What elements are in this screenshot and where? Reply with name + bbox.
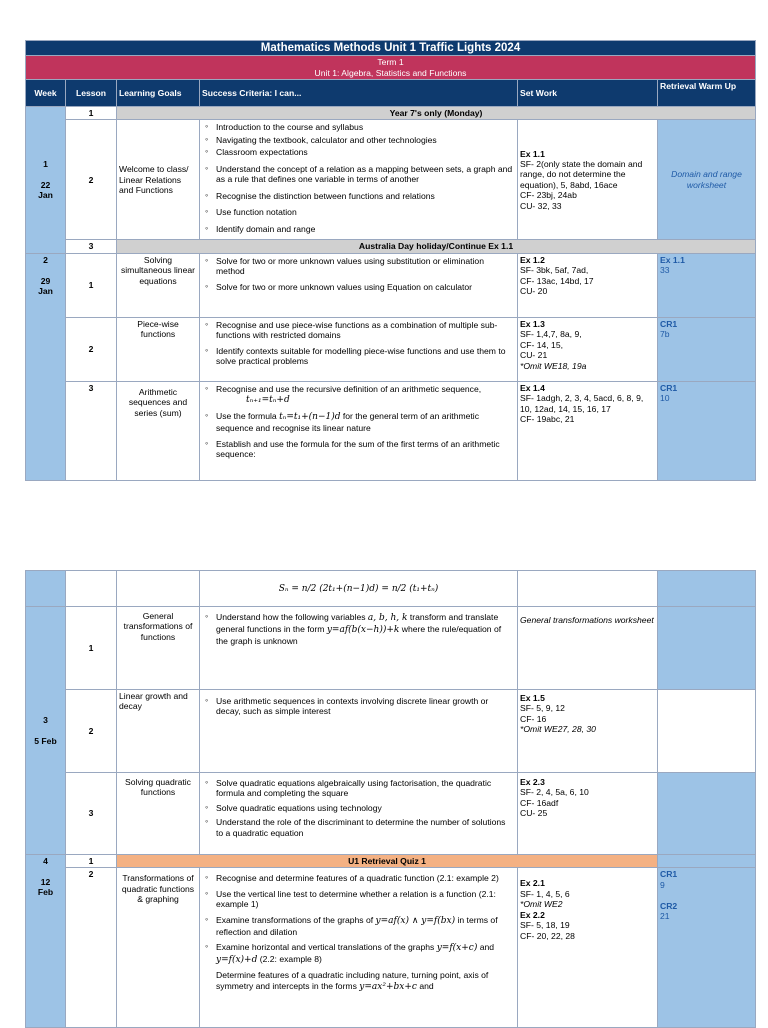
- set-work-line: CU- 20: [520, 286, 548, 297]
- criterion: ◦ Navigating the textbook, calculator and other technologies: [216, 135, 515, 145]
- success-criteria: [200, 253, 518, 317]
- retrieval-ref: CR1: [660, 318, 678, 329]
- lesson-number: 2: [66, 317, 117, 381]
- retrieval-ref: CR1: [660, 869, 678, 880]
- retrieval-ref: Ex 1.1: [660, 254, 685, 265]
- criterion-text: Determine features of a quadratic including nature, turning point, axis of symmetry and intercepts in the forms: [216, 970, 489, 991]
- lesson-number: 3: [66, 240, 117, 253]
- learning-goal: General transformations of functions: [117, 607, 200, 690]
- criterion: [216, 612, 515, 646]
- lesson-number: 2: [66, 120, 117, 240]
- lesson-number: 1: [66, 253, 117, 317]
- set-work-line: SF- 2(only state the domain and range, do not determine the equation), 5, 8abd, 16ace: [520, 159, 643, 190]
- criterion: [216, 942, 515, 966]
- week-month: Feb: [37, 887, 54, 898]
- criterion: ◦ Understand the concept of a relation as a mapping between sets, a graph and as a rule that defines one variable in terms of another: [216, 164, 515, 185]
- lesson-number: 1: [66, 855, 117, 868]
- week-4-cell: [26, 855, 66, 1028]
- retrieval-question: 10: [660, 393, 670, 404]
- criterion: [216, 915, 515, 937]
- retrieval-question: 7b: [660, 329, 670, 340]
- criterion: ◦ Solve for two or more unknown values using substitution or elimination method: [216, 256, 515, 277]
- banner-retrieval-quiz: U1 Retrieval Quiz 1: [117, 855, 658, 868]
- week-date: 22: [40, 179, 51, 190]
- set-work-line: CU- 32, 33: [520, 200, 562, 211]
- set-work-line: CF- 16: [520, 713, 547, 724]
- lesson-number: 1: [66, 106, 117, 119]
- retrieval-warmup: [658, 607, 756, 690]
- term-label: Term 1: [377, 57, 404, 68]
- header-lesson: Lesson: [66, 79, 117, 106]
- set-work-line: *Omit WE18, 19a: [520, 360, 587, 371]
- criterion: ◦ Establish and use the formula for the sum of the first terms of an arithmetic sequence:: [216, 439, 515, 460]
- header-success-criteria: Success Criteria: I can...: [200, 79, 518, 106]
- header-week: Week: [26, 79, 66, 106]
- retrieval-question: 9: [660, 879, 665, 890]
- criterion: ◦ Use the vertical line test to determine whether a relation is a function (2.1: example 1): [216, 889, 515, 910]
- exercise-ref: Ex 1.4: [520, 382, 545, 393]
- set-work: [518, 120, 658, 240]
- week-number: 4: [43, 856, 48, 866]
- criterion-text: where the rule/equation of the graph is unknown: [216, 623, 502, 646]
- translation-formula: y=f(x+c): [436, 943, 478, 954]
- lesson-number: 2: [66, 868, 117, 1028]
- criterion: ◦ Solve quadratic equations algebraically using factorisation, the quadratic formula and completing the square: [216, 778, 515, 799]
- lesson-number: 3: [66, 773, 117, 855]
- traffic-lights-table-term1: [25, 40, 756, 481]
- lesson-number: 2: [66, 690, 117, 773]
- criterion-text: and: [419, 980, 434, 991]
- retrieval-question: 21: [660, 911, 670, 922]
- term-banner: [26, 56, 756, 80]
- document-title: Mathematics Methods Unit 1 Traffic Lights 2024: [26, 41, 756, 56]
- success-criteria: [200, 607, 518, 690]
- header-set-work: Set Work: [518, 79, 658, 106]
- criterion-paragraph: [202, 970, 515, 992]
- lesson-number: 3: [66, 381, 117, 480]
- week-date: 12: [40, 876, 51, 887]
- success-criteria: [200, 381, 518, 480]
- set-work-line: CF- 14, 15,: [520, 339, 563, 350]
- criterion-text: for the general term of an arithmetic sequence and recognise its linear nature: [216, 411, 480, 434]
- set-work-line: CU- 21: [520, 350, 548, 361]
- week-3-cell: [26, 607, 66, 855]
- retrieval-warmup: [658, 253, 756, 317]
- set-work: General transformations worksheet: [518, 607, 658, 690]
- variables-formula: a, b, h, k: [367, 613, 408, 623]
- set-work-line: CF- 19abc, 21: [520, 414, 575, 425]
- week-number: 1: [43, 159, 48, 169]
- set-work: [518, 381, 658, 480]
- set-work-line: *Omit WE27, 28, 30: [520, 724, 596, 735]
- traffic-lights-table-continued: [25, 570, 756, 1028]
- set-work-line: SF- 3bk, 5af, 7ad,: [520, 265, 589, 276]
- lesson-number: 1: [66, 607, 117, 690]
- success-criteria: [200, 868, 518, 1028]
- week-1-cell: [26, 106, 66, 253]
- learning-goal: Solving simultaneous linear equations: [117, 253, 200, 317]
- criterion: ◦ Recognise the distinction between functions and relations: [216, 191, 515, 201]
- criterion-text: and: [479, 942, 495, 953]
- retrieval-ref: CR1: [660, 382, 678, 393]
- criterion-text: Examine transformations of the graphs of: [216, 914, 374, 925]
- learning-goal: Linear growth and decay: [117, 690, 200, 773]
- retrieval-warmup: [658, 690, 756, 773]
- criterion: ◦ Recognise and determine features of a quadratic function (2.1: example 2): [216, 873, 515, 883]
- success-criteria: [200, 120, 518, 240]
- goal-continued-cell: [117, 571, 200, 607]
- set-work-line: SF- 1adgh, 2, 3, 4, 5acd, 6, 8, 9, 10, 12ad, 14, 15, 16, 17: [520, 393, 644, 414]
- learning-goal: Arithmetic sequences and series (sum): [117, 381, 200, 480]
- week-month: Jan: [38, 286, 53, 297]
- criterion: ◦ Understand the role of the discriminant to determine the number of solutions to a quadratic equation: [216, 817, 515, 838]
- criterion: [216, 384, 515, 406]
- retrieval-warmup: [658, 868, 756, 1028]
- criterion: ◦ Use arithmetic sequences in contexts involving discrete linear growth or decay, such as simple interest: [216, 696, 515, 717]
- set-work: [518, 690, 658, 773]
- success-criteria: [200, 690, 518, 773]
- set-work: [518, 253, 658, 317]
- set-work: [518, 317, 658, 381]
- set-work-line: CF- 20, 22, 28: [520, 930, 575, 941]
- criterion-text: (2.2: example 8): [259, 954, 322, 965]
- quadratic-formula: y=ax²+bx+c: [359, 981, 417, 992]
- transformation-formula: y=af(b(x−h))+k: [326, 624, 400, 635]
- criterion: ◦ Identify contexts suitable for modelling piece-wise functions and use them to solve practical problems: [216, 346, 515, 367]
- recursive-formula: tₙ₊₁=tₙ+d: [246, 395, 290, 406]
- learning-goal: Piece-wise functions: [117, 317, 200, 381]
- sum-formula-cell: [200, 571, 518, 607]
- banner-australia-day: Australia Day holiday/Continue Ex 1.1: [117, 240, 756, 253]
- retrieval-warmup: [658, 317, 756, 381]
- retrieval-warmup: [658, 855, 756, 868]
- criterion: ◦ Solve for two or more unknown values using Equation on calculator: [216, 282, 515, 292]
- week-month: Jan: [38, 190, 53, 201]
- set-work-continued-cell: [518, 571, 658, 607]
- header-retrieval: Retrieval Warm Up: [658, 79, 756, 106]
- set-work-line: CF- 13ac, 14bd, 17: [520, 275, 594, 286]
- criterion: ◦ Use function notation: [216, 207, 515, 217]
- exercise-ref: Ex 2.1: [520, 878, 545, 889]
- banner-year7: Year 7's only (Monday): [117, 106, 756, 119]
- criterion-text: Examine horizontal and vertical translations of the graphs: [216, 942, 435, 953]
- lesson-continued-cell: [66, 571, 117, 607]
- week-2-cell: [26, 253, 66, 480]
- criterion: ◦ Identify domain and range: [216, 224, 515, 234]
- learning-goal: Solving quadratic functions: [117, 773, 200, 855]
- set-work-line: *Omit WE2: [520, 899, 563, 910]
- set-work-line: SF- 2, 4, 5a, 6, 10: [520, 787, 589, 798]
- set-work: [518, 773, 658, 855]
- retrieval-warmup: Domain and range worksheet: [658, 120, 756, 240]
- exercise-ref: Ex 2.3: [520, 777, 545, 787]
- criterion: ◦ Solve quadratic equations using technology: [216, 803, 515, 813]
- retrieval-warmup: [658, 381, 756, 480]
- retrieval-ref: CR2: [660, 900, 678, 911]
- sum-formula: Sₙ = n/2 (2t₁+(n−1)d) = n/2 (t₁+tₙ): [278, 583, 439, 594]
- unit-label: Unit 1: Algebra, Statistics and Functions: [314, 67, 467, 78]
- exercise-ref: Ex 1.1: [520, 148, 545, 159]
- criterion: ◦ Classroom expectations: [216, 147, 515, 157]
- exercise-ref: Ex 1.2: [520, 254, 545, 265]
- success-criteria: [200, 317, 518, 381]
- criterion-text: transform and translate general functions in the form: [216, 612, 499, 634]
- criterion: ◦ Introduction to the course and syllabus: [216, 122, 515, 132]
- set-work-line: SF- 1,4,7, 8a, 9,: [520, 329, 582, 340]
- set-work-line: SF- 1, 4, 5, 6: [520, 888, 570, 899]
- general-term-formula: tₙ=t₁+(n−1)d: [279, 412, 341, 423]
- criterion-text: Recognise and use the recursive definition of an arithmetic sequence,: [216, 383, 482, 394]
- criterion-text: Understand how the following variables: [216, 612, 366, 622]
- exercise-ref: Ex 2.2: [520, 909, 545, 920]
- translation-formula: y=f(x)+d: [216, 955, 258, 966]
- criterion: ◦ Recognise and use piece-wise functions as a combination of multiple sub-functions with restricted domains: [216, 320, 515, 341]
- retrieval-warmup: [658, 773, 756, 855]
- set-work-line: CF- 16adf: [520, 797, 559, 808]
- learning-goal: Transformations of quadratic functions & graphing: [117, 868, 200, 1028]
- exercise-ref: Ex 1.5: [520, 693, 545, 703]
- retrieval-question: 33: [660, 265, 670, 276]
- set-work-line: CU- 25: [520, 808, 548, 819]
- dilation-formula: y=af(x) ∧ y=f(bx): [375, 915, 456, 926]
- success-criteria: [200, 773, 518, 855]
- set-work-line: SF- 5, 18, 19: [520, 920, 570, 931]
- set-work-line: SF- 5, 9, 12: [520, 703, 565, 714]
- exercise-ref: Ex 1.3: [520, 318, 545, 329]
- criterion-text: in terms of reflection and dilation: [216, 914, 498, 937]
- learning-goal: Welcome to class/ Linear Relations and Functions: [117, 120, 200, 240]
- set-work-line: CF- 23bj, 24ab: [520, 190, 577, 201]
- retrieval-continued-cell: [658, 571, 756, 607]
- criterion-text: Use the formula: [216, 411, 277, 422]
- criterion: [216, 411, 515, 433]
- week-number: 3: [43, 714, 48, 725]
- week-date: 29: [40, 275, 51, 286]
- header-learning-goals: Learning Goals: [117, 79, 200, 106]
- week-number: 2: [43, 254, 48, 265]
- week-continued-cell: [26, 571, 66, 607]
- set-work: [518, 868, 658, 1028]
- week-date: 5 Feb: [34, 735, 57, 746]
